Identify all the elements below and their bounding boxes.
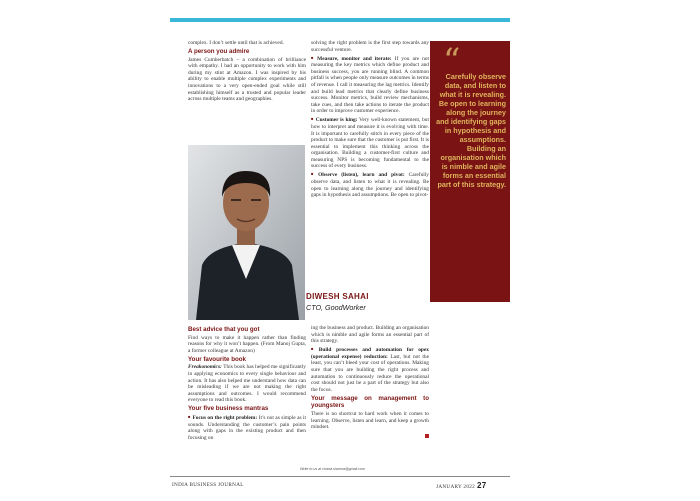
- heading-best-advice: Best advice that you got: [188, 326, 260, 333]
- mantra-customer: ■ Customer is king: Very well-known statement, but how to interpret and measure it is evolving with time. It is important to carefully stitch in every piece of the product to make sure that the customer is put first. It is essential to implement this thinking across the organisation. Building a customer-first culture and measuring NPS is becoming fundamental to the success of every business.: [311, 116, 429, 170]
- page-number: 27: [477, 481, 487, 490]
- heading-message-youngsters: Your message on management to youngsters: [311, 394, 429, 410]
- column-lower-left: [188, 325, 306, 443]
- footer-publication: INDIA BUSINESS JOURNAL: [172, 482, 244, 488]
- column-upper-right: [311, 40, 429, 200]
- write-to-line: Write to us at chand.sharma@gmail.com: [300, 467, 365, 471]
- mantra-measure: ■ Measure, monitor and iterate: If you are not measuring the key metrics which define product and business success, you are running blind. A common pitfall is when people only measure outcomes in terms of revenue. I call it measuring the lag metrics. Identify and build lead metrics that clearly define business success. Monitor metrics, build review mechanisms, take cues, and then take actions to iterate the product in order to improve customer experience.: [311, 55, 429, 115]
- portrait-photo: [188, 145, 305, 320]
- top-accent-rule: [170, 18, 510, 22]
- end-mark-icon: [425, 434, 429, 438]
- heading-person-you-admire: A person you admire: [188, 47, 250, 55]
- heading-business-mantras: Your five business mantras: [188, 405, 269, 413]
- footer-issue: JANUARY 2022: [436, 484, 476, 490]
- heading-favourite-book: Your favourite book: [188, 355, 246, 363]
- quote-mark-icon: “: [443, 41, 461, 81]
- column-upper-left: [188, 40, 306, 104]
- pull-quote-text: Carefully observe data, and listen to what it is revealing. Be open to learning along the journey and identifying gaps in hypothesis and assumptions. Building an organisation which is nimble and agile forms an essential part of this strategy.: [436, 72, 506, 189]
- footer-rule: [170, 476, 510, 477]
- footer-issue-block: [436, 481, 487, 490]
- favourite-book-text: Freakonomics: This book has helped me significantly in applying economics to every single behaviour and action. It has also helped me understand how data can be misleading if we are not making the right assumptions and outcomes. I would recommend everyone to read this book.: [188, 364, 306, 404]
- mantra-focus: ■ Focus on the right problem: It’s not as simple as it sounds. Understanding the customer’s pain points along with gaps in the existing product and then focusing on: [188, 414, 306, 441]
- mantra-observe: ■ Observe (listen), learn and pivot: Carefully observe data, and listen to what it is revealing. Be open to learning along the journey and identifying gaps in hypothesis and assumptions. Be open to pivot-: [311, 171, 429, 198]
- person-you-admire-text: James Cumberbatch – a combination of brilliance with empathy. I had an opportunity to work with him during my stint at Amazon. I was inspired by his ability to enable multiple complex experiments and innovations to a very open-ended goal while still establishing himself as a trusted and popular leader across multiple teams and geographies.: [188, 56, 306, 103]
- end-mark-row: [311, 434, 429, 441]
- profile-title: CTO, GoodWorker: [306, 303, 366, 312]
- mantra-continued-text: solving the right problem is the first step towards any successful venture.: [311, 40, 429, 53]
- profile-name: DIWESH SAHAI: [306, 292, 369, 301]
- intro-text: complex. I don’t settle until that is achieved.: [188, 40, 284, 46]
- message-youngsters-text: There is no shortcut to hard work when it comes to learning. Observe, listen and learn, and keep a growth mindset.: [311, 410, 429, 431]
- best-advice-text: Find ways to make it happen rather than finding reasons for why it won’t happen. (From Manoj Gupta, a former colleague at Amazon): [188, 334, 306, 354]
- pivot-continued-text: ing the business and product. Building an organisation which is nimble and agile forms an essential part of this strategy.: [311, 325, 429, 345]
- column-lower-right: [311, 325, 429, 442]
- profile-credit: [306, 292, 430, 312]
- mantra-processes: ■ Build processes and automation for opex (operational expense) reduction: Last, but not the least, you can’t bleed your cost of operations. Making sure that you are building the right process and automation to continuously reduce the operational cost should not just be a part of the strategy but also the focus.: [311, 346, 429, 393]
